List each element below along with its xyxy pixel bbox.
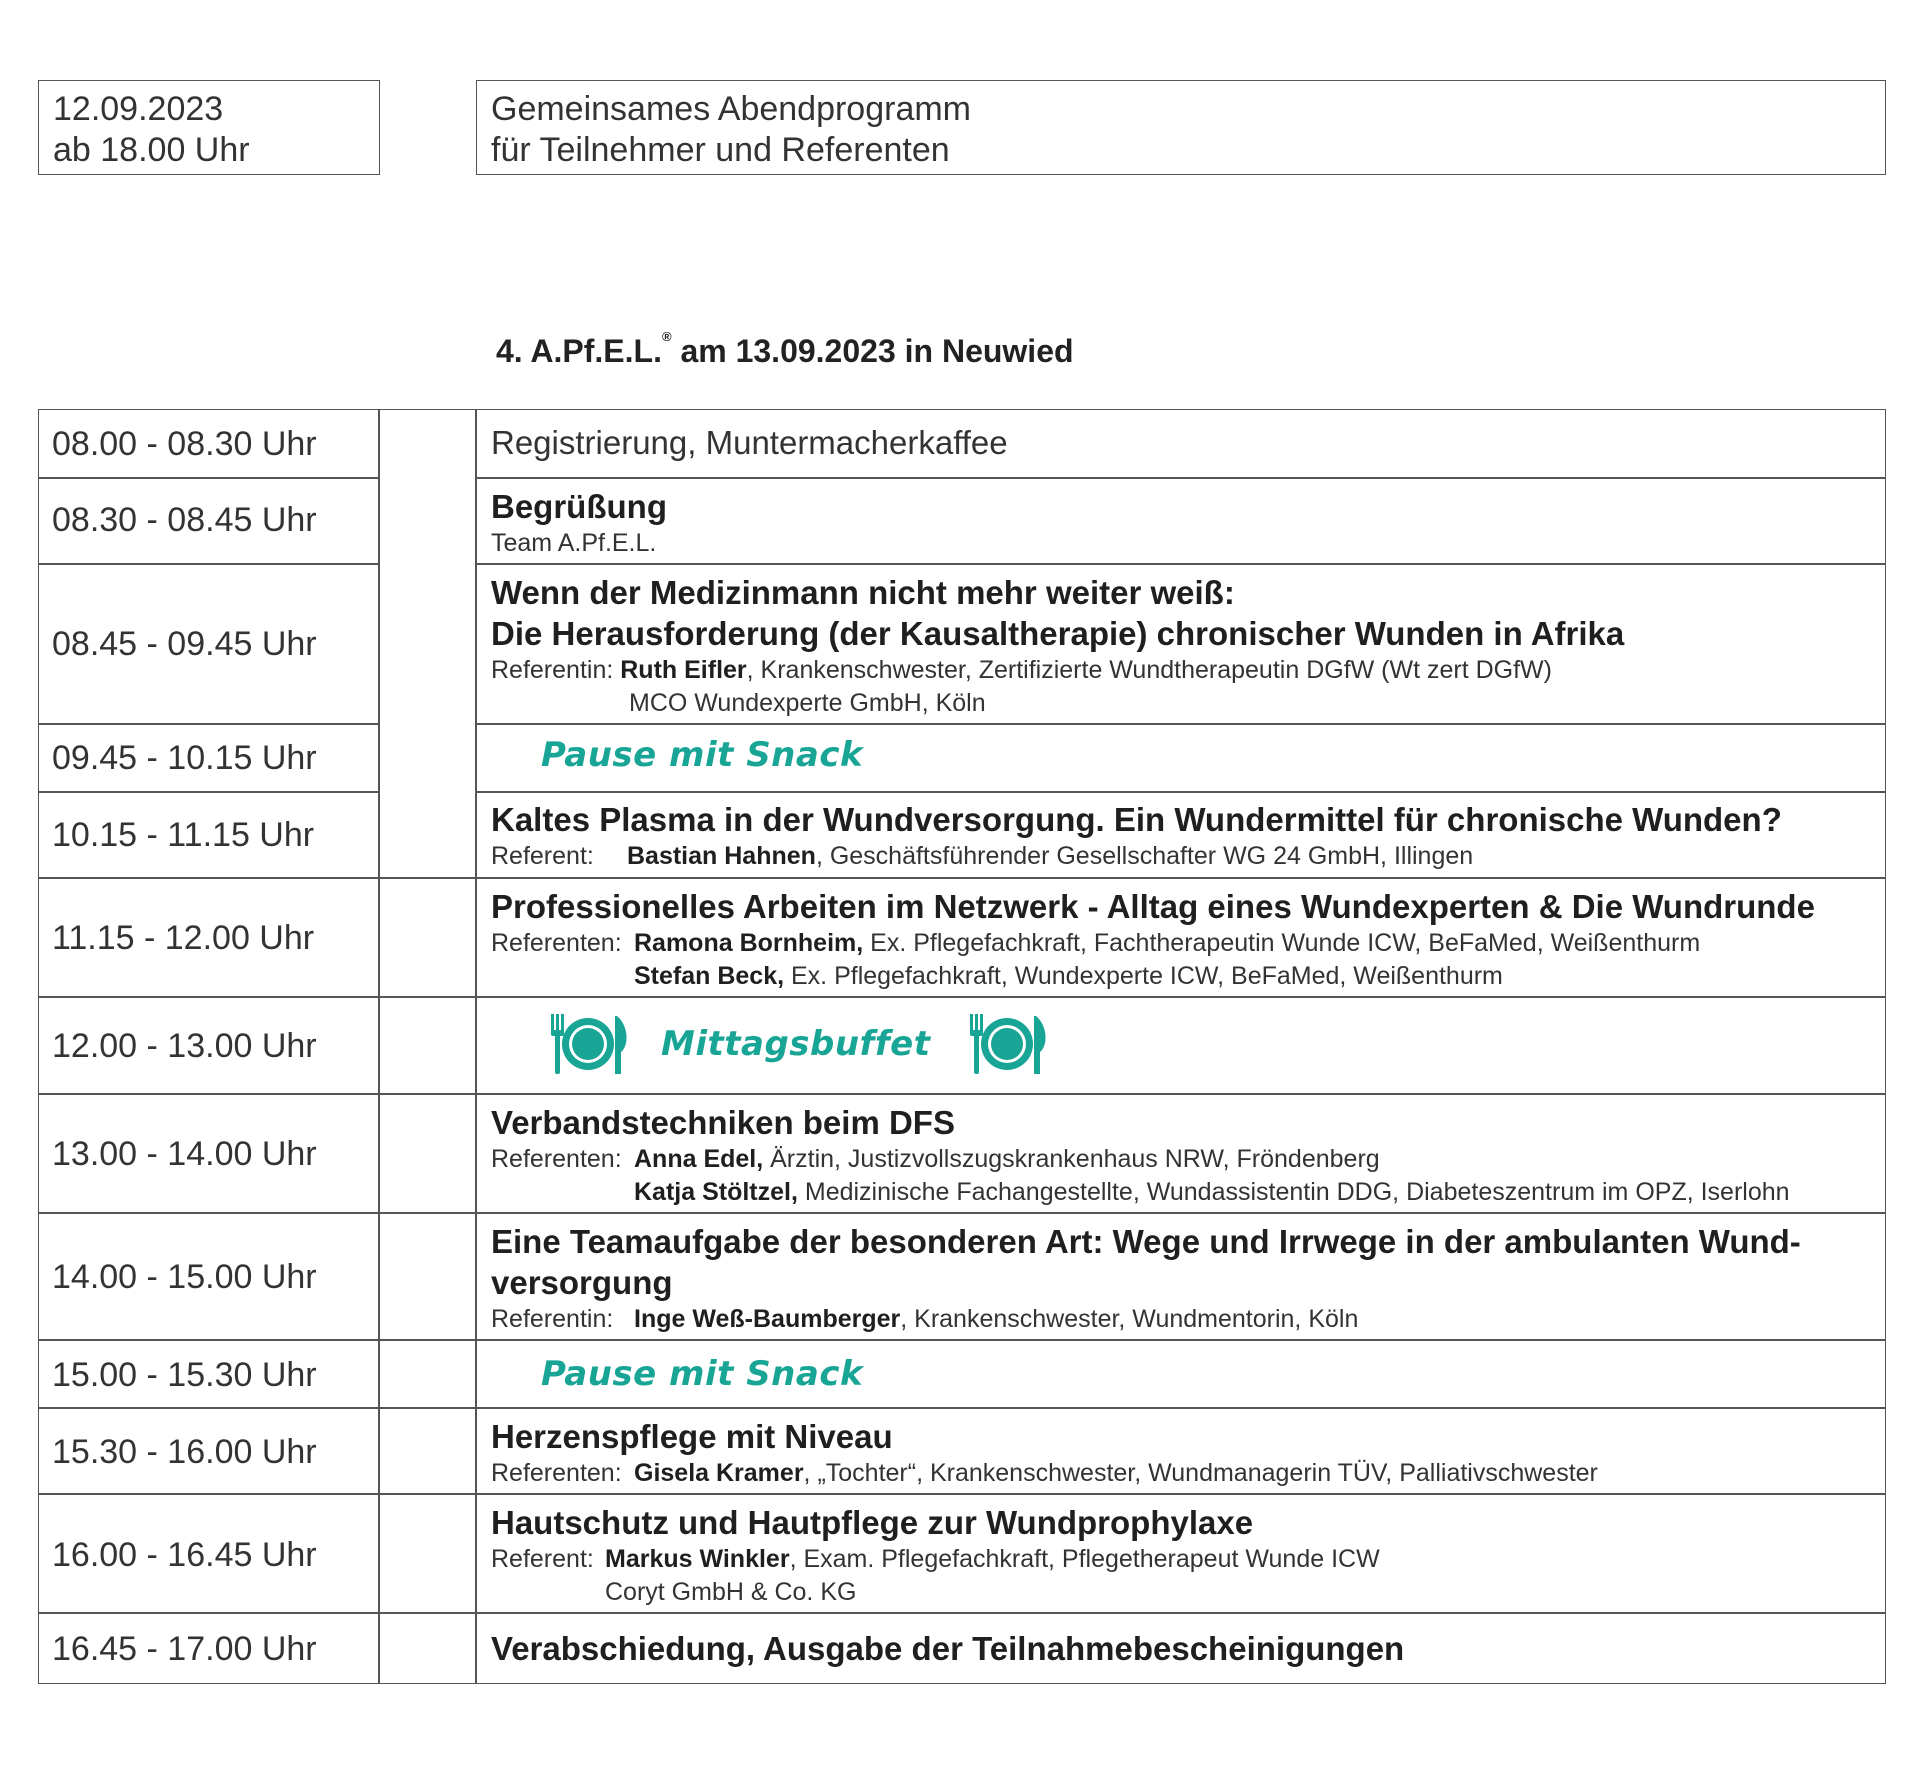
- speaker-affiliation: MCO Wundexperte GmbH, Köln: [629, 689, 986, 717]
- speaker-role: Referenten:: [491, 1459, 622, 1487]
- program-item-farewell: Verabschiedung, Ausgabe der Teilnahmebescheinigungen: [491, 1630, 1405, 1667]
- time-cell: 09.45 - 10.15 Uhr: [52, 739, 317, 777]
- speaker-detail: Ärztin, Justizvollszugskrankenhaus NRW, Fröndenberg: [763, 1145, 1380, 1173]
- row-separator: [38, 723, 379, 725]
- item-speaker: Team A.Pf.E.L.: [491, 529, 657, 557]
- time-cell: 08.30 - 08.45 Uhr: [52, 501, 317, 539]
- row-separator: [38, 1339, 1886, 1341]
- time-cell: 08.00 - 08.30 Uhr: [52, 425, 317, 463]
- time-cell: 14.00 - 15.00 Uhr: [52, 1258, 317, 1296]
- row-separator: [38, 1407, 1886, 1409]
- speaker-role: Referent:: [491, 842, 594, 870]
- evening-time-cell: [38, 80, 380, 175]
- row-separator: [38, 996, 1886, 998]
- program-item-welcome: [491, 486, 667, 560]
- row-separator: [38, 1212, 1886, 1214]
- row-separator: [476, 563, 1886, 565]
- event-heading: [496, 329, 1074, 370]
- time-cell: 11.15 - 12.00 Uhr: [52, 919, 315, 957]
- time-cell: 08.45 - 09.45 Uhr: [52, 625, 317, 663]
- speaker-detail: Ex. Pflegefachkraft, Wundexperte ICW, BeFaMed, Weißenthurm: [784, 962, 1503, 990]
- item-title: Kaltes Plasma in der Wundversorgung. Ein Wundermittel für chronische Wunden?: [491, 801, 1782, 838]
- item-title-line-2: Die Herausforderung (der Kausaltherapie) chronischer Wunden in Afrika: [491, 615, 1625, 652]
- row-separator: [38, 791, 379, 793]
- item-speaker: [491, 1457, 1598, 1490]
- program-item-teamwork: [491, 1221, 1801, 1336]
- time-cell: 15.30 - 16.00 Uhr: [52, 1433, 317, 1471]
- item-speaker: [491, 1303, 1801, 1336]
- evening-line-2: für Teilnehmer und Referenten: [491, 131, 950, 169]
- item-title: Begrüßung: [491, 488, 667, 525]
- row-separator: [38, 477, 379, 479]
- plate-cutlery-icon: [964, 1012, 1050, 1076]
- speaker-name: Inge Weß-Baumberger: [634, 1305, 901, 1333]
- item-title: Verbandstechniken beim DFS: [491, 1104, 955, 1141]
- evening-date: 12.09.2023: [53, 90, 224, 128]
- evening-time: ab 18.00 Uhr: [53, 131, 250, 169]
- speaker-detail: , „Tochter“, Krankenschwester, Wundmanagerin TÜV, Palliativschwester: [803, 1459, 1598, 1487]
- row-separator: [476, 791, 1886, 793]
- row-separator: [38, 1493, 1886, 1495]
- row-separator: [476, 477, 1886, 479]
- program-item-africa: [491, 572, 1624, 720]
- lunch-banner: [545, 1012, 1050, 1076]
- speaker-detail: , Geschäftsführender Gesellschafter WG 24 GmbH, Illingen: [815, 842, 1474, 870]
- program-item-registration: Registrierung, Muntermacherkaffee: [491, 424, 1008, 461]
- speaker-name: Markus Winkler: [605, 1545, 790, 1573]
- time-cell: 10.15 - 11.15 Uhr: [52, 816, 315, 854]
- speaker-role: Referentin:: [491, 1305, 614, 1333]
- time-cell: 16.00 - 16.45 Uhr: [52, 1536, 317, 1574]
- speaker-name: Ramona Bornheim,: [634, 929, 864, 957]
- speaker-detail: , Krankenschwester, Wundmentorin, Köln: [900, 1305, 1359, 1333]
- item-speaker-1: [491, 1143, 1790, 1176]
- plate-cutlery-icon: [545, 1012, 631, 1076]
- speaker-role: Referenten:: [491, 929, 622, 957]
- pause-label: Pause mit Snack: [541, 1354, 864, 1394]
- lunch-label: Mittagsbuffet: [661, 1024, 931, 1064]
- evening-line-1: Gemeinsames Abendprogramm: [491, 90, 972, 128]
- row-separator: [38, 1093, 1886, 1095]
- row-separator: [38, 877, 1886, 879]
- event-heading-prefix: 4. A.Pf.E.L.: [496, 333, 662, 369]
- speaker-name: Ruth Eifler: [620, 656, 747, 684]
- time-cell: 16.45 - 17.00 Uhr: [52, 1630, 317, 1668]
- speaker-affiliation: Coryt GmbH & Co. KG: [605, 1578, 857, 1606]
- item-title-line-1: Eine Teamaufgabe der besonderen Art: Wege und Irrwege in der ambulanten Wund-: [491, 1223, 1801, 1260]
- time-cell: 15.00 - 15.30 Uhr: [52, 1356, 317, 1394]
- speaker-name: Gisela Kramer: [634, 1459, 804, 1487]
- time-cell: 13.00 - 14.00 Uhr: [52, 1135, 317, 1173]
- program-item-network: [491, 886, 1815, 993]
- program-item-plasma: [491, 799, 1782, 873]
- item-title: Professionelles Arbeiten im Netzwerk - Alltag eines Wundexperten & Die Wundrunde: [491, 888, 1815, 925]
- speaker-role: Referenten:: [491, 1145, 622, 1173]
- item-title: Hautschutz und Hautpflege zur Wundprophylaxe: [491, 1504, 1254, 1541]
- item-speaker-2: [491, 960, 1815, 993]
- speaker-name: Bastian Hahnen: [627, 842, 816, 870]
- speaker-detail: , Exam. Pflegefachkraft, Pflegetherapeut Wunde ICW: [789, 1545, 1380, 1573]
- pause-label: Pause mit Snack: [541, 735, 864, 775]
- event-heading-suffix: am 13.09.2023 in Neuwied: [671, 333, 1074, 369]
- speaker-role: Referent:: [491, 1545, 594, 1573]
- speaker-name: Katja Stöltzel,: [634, 1178, 798, 1206]
- item-speaker: [491, 654, 1624, 687]
- speaker-detail: , Krankenschwester, Zertifizierte Wundtherapeutin DGfW (Wt zert DGfW): [746, 656, 1552, 684]
- speaker-role: Referentin:: [491, 656, 614, 684]
- item-speaker-2: [491, 1176, 1790, 1209]
- time-cell: 12.00 - 13.00 Uhr: [52, 1027, 317, 1065]
- evening-description-cell: [476, 80, 1886, 175]
- item-title: Herzenspflege mit Niveau: [491, 1418, 893, 1455]
- speaker-name: Stefan Beck,: [634, 962, 785, 990]
- program-item-dfs: [491, 1102, 1790, 1209]
- speaker-detail: Medizinische Fachangestellte, Wundassistentin DDG, Diabeteszentrum im OPZ, Iserlohn: [797, 1178, 1790, 1206]
- speaker-detail: Ex. Pflegefachkraft, Fachtherapeutin Wunde ICW, BeFaMed, Weißenthurm: [863, 929, 1701, 957]
- item-speaker-1: [491, 927, 1815, 960]
- row-separator: [476, 723, 1886, 725]
- row-separator: [38, 1612, 1886, 1614]
- program-item-skin: [491, 1502, 1380, 1609]
- row-separator: [38, 563, 379, 565]
- item-title-line-2: versorgung: [491, 1264, 673, 1301]
- item-title-line-1: Wenn der Medizinmann nicht mehr weiter weiß:: [491, 574, 1235, 611]
- item-speaker: [491, 840, 1782, 873]
- program-item-heart: [491, 1416, 1598, 1490]
- item-speaker: [491, 1543, 1380, 1576]
- speaker-name: Anna Edel,: [634, 1145, 764, 1173]
- registered-mark: ®: [661, 329, 672, 344]
